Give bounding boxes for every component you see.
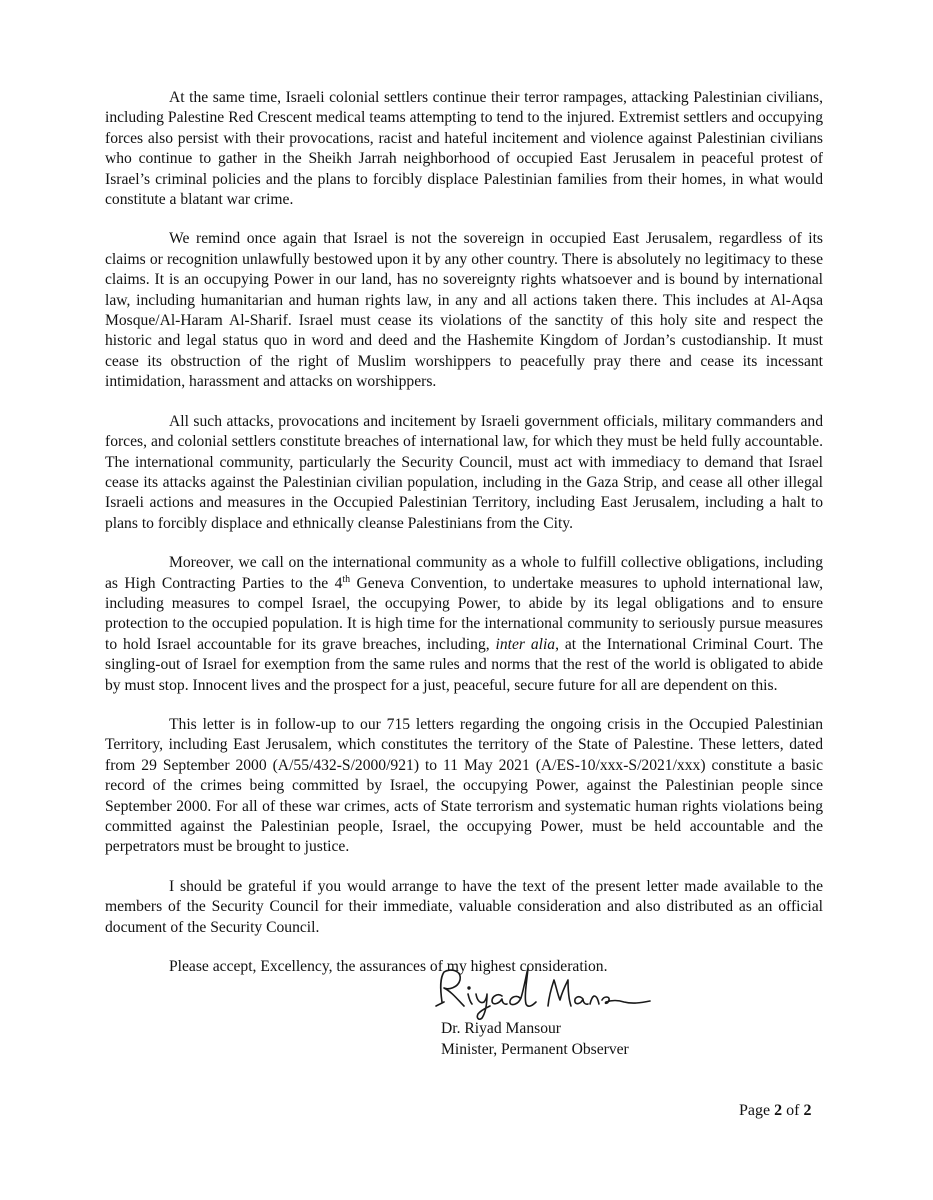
closing-line: Please accept, Excellency, the assurances of my highest consideration.: [169, 958, 608, 976]
page-total: 2: [803, 1102, 812, 1119]
paragraph-4: [105, 553, 823, 696]
paragraph-4-text-c: , at the International Criminal Court. The singling-out of Israel for exemption from the same rules and norms that the rest of the world is obligated to abide by must stop. Innocent lives and the prospect for a just, peaceful, secure future for all are dependent on this.: [105, 635, 823, 694]
signatory-name: Dr. Riyad Mansour: [441, 1020, 561, 1037]
page-current: 2: [774, 1102, 783, 1119]
paragraph-1: At the same time, Israeli colonial settlers continue their terror rampages, attacking Palestinian civilians, including Palestine Red Crescent medical teams attempting to tend to the injured. Extremist settlers and occupying forces also persist with their provocations, racist and hateful incitement and violence against Palestinian civilians who continue to gather in the Sheikh Jarrah neighborhood of occupied East Jerusalem in peaceful protest of Israel’s criminal policies and the plans to forcibly displace Palestinian families from their homes, in what would constitute a blatant war crime.: [105, 89, 823, 209]
paragraph-5: This letter is in follow-up to our 715 letters regarding the ongoing crisis in the Occupied Palestinian Territory, including East Jerusalem, which constitutes the territory of the State of Palestine. These letters, dated from 29 September 2000 (A/55/432-S/2000/921) to 11 May 2021 (A/ES-10/xxx-S/2021/xxx) constitute a basic record of the crimes being committed by Israel, the occupying Power, against the Palestinian people since September 2000. For all of these war crimes, acts of State terrorism and systematic human rights violations being committed against the Palestinian people, Israel, the occupying Power, must be held accountable and the perpetrators must be brought to justice.: [105, 715, 823, 856]
paragraph-4-text-b: Geneva Convention, to undertake measures to uphold international law, including measures to compel Israel, the occupying Power, to abide by its legal obligations and to ensure protection to the occupied population. It is high time for the international community to seriously pursue measures to hold Israel accountable for its grave breaches, including,: [105, 574, 823, 653]
paragraph-3: All such attacks, provocations and incitement by Israeli government officials, military commanders and forces, and colonial settlers constitute breaches of international law, for which they must be held fully accountable. The international community, particularly the Security Council, must act with immediacy to demand that Israel cease its attacks against the Palestinian civilian population, including in the Gaza Strip, and cease all other illegal Israeli actions and measures in the Occupied Palestinian Territory, including East Jerusalem, including a halt to plans to forcibly displace and ethnically cleanse Palestinians from the City.: [105, 412, 823, 532]
page-word: Page: [739, 1102, 775, 1119]
latin-phrase: inter alia: [495, 635, 556, 653]
signature-block: [441, 1019, 629, 1060]
paragraph-2: We remind once again that Israel is not the sovereign in occupied East Jerusalem, regardless of its claims or recognition unlawfully bestowed upon it by any other country. There is absolutely no legitimacy to these claims. It is an occupying Power in our land, has no sovereignty rights whatsoever and is bound by international law, including humanitarian and human rights law, in any and all actions taken there. This includes at Al-Aqsa Mosque/Al-Haram Al-Sharif. Israel must cease its violations of the sanctity of this holy site and respect the historic and legal status quo in word and deed and the Hashemite Kingdom of Jordan’s custodianship. It must cease its obstruction of the right of Muslim worshippers to peacefully pray there and cease its incessant intimidation, harassment and attacks on worshippers.: [105, 230, 823, 391]
paragraph-6: I should be grateful if you would arrange to have the text of the present letter made available to the members of the Security Council for their immediate, valuable consideration and also distributed as an official document of the Security Council.: [105, 877, 823, 936]
page-number: [739, 1102, 811, 1120]
letter-body: [105, 88, 823, 977]
signatory-title: Minister, Permanent Observer: [441, 1040, 629, 1058]
ordinal-superscript: th: [342, 573, 351, 585]
page-of-word: of: [782, 1102, 804, 1119]
handwritten-signature: [428, 966, 658, 1022]
paragraph-4-text-a: Moreover, we call on the international community as a whole to fulfill collective obligations, including as High Contracting Parties to the 4: [105, 554, 823, 592]
